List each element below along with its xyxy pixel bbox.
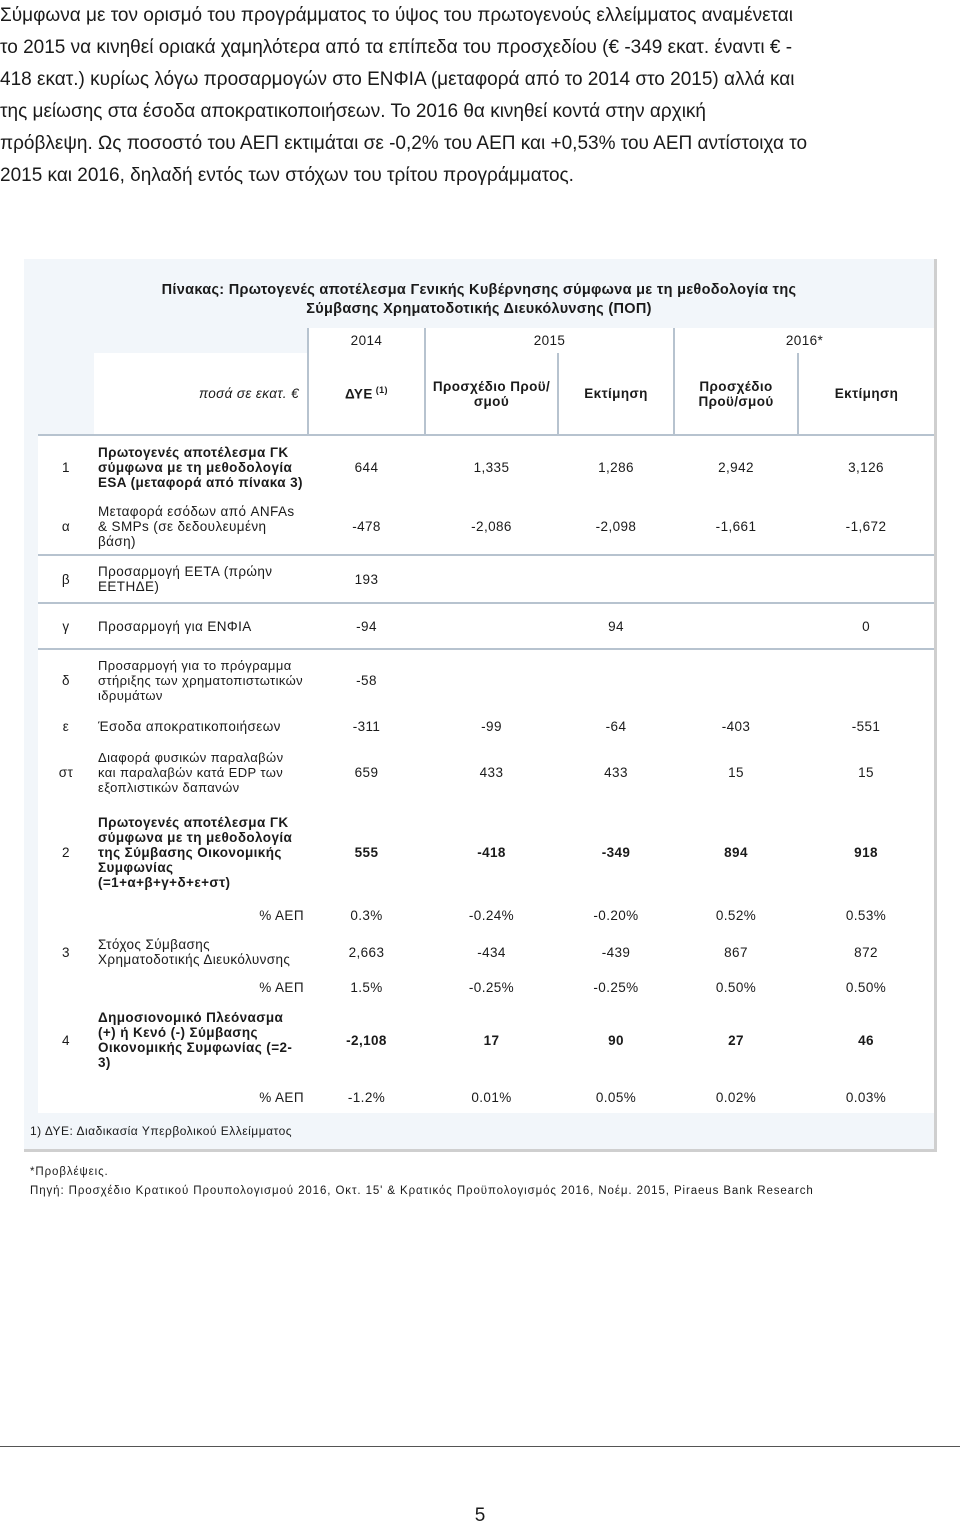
- cell-value: -311: [352, 718, 381, 734]
- cell-value: -403: [721, 718, 751, 734]
- cell-value: 15: [858, 764, 874, 780]
- row-id: ε: [62, 718, 70, 734]
- cell-value: -1.2%: [347, 1089, 386, 1105]
- cell-value: -0.24%: [468, 907, 515, 923]
- cell-value: -2,108: [346, 1032, 387, 1048]
- row-id: στ: [58, 764, 74, 780]
- row-label: % ΑΕΠ: [259, 1089, 304, 1105]
- cell-value: -551: [851, 718, 881, 734]
- cell-value: 433: [604, 764, 628, 780]
- row-label: Πρωτογενές αποτέλεσμα ΓΚ σύμφωνα με τη μεθοδολογία της Σύμβασης Οικονομικής Συμφωνίας (=1+α+β+γ+δ+ε+στ): [98, 814, 293, 890]
- table-title-line: Σύμβασης Χρηματοδοτικής Διευκόλυνσης (ΠΟΠ): [306, 301, 652, 317]
- col-header-estimate-2015: Εκτίμηση: [558, 353, 674, 435]
- page-number: 5: [474, 1505, 486, 1526]
- table-footnote: 1) ΔΥΕ: Διαδικασία Υπερβολικού Ελλείμματος: [30, 1124, 293, 1138]
- cell-value: 15: [728, 764, 744, 780]
- cell-value: -418: [477, 844, 506, 860]
- cell-value: 0.52%: [715, 907, 757, 923]
- table-row: [38, 649, 934, 711]
- table-row-gdp-share: [38, 975, 934, 999]
- table-title-line: Πίνακας: Πρωτογενές αποτέλεσμα Γενικής Κυβέρνησης σύμφωνα με τη μεθοδολογία της: [161, 282, 797, 298]
- intro-line: της μείωσης στα έσοδα αποκρατικοποιήσεων. Το 2016 θα κινηθεί κοντά στην αρχική: [0, 101, 706, 122]
- row-id: δ: [62, 673, 70, 688]
- forecasts-note: *Προβλέψεις.: [30, 1166, 109, 1178]
- table-row: [38, 999, 934, 1081]
- cell-value: [674, 555, 798, 603]
- cell-value: -0.25%: [593, 979, 639, 995]
- cell-value: 27: [728, 1032, 744, 1048]
- cell-value: 0.02%: [715, 1089, 757, 1105]
- intro-line: 2015 και 2016, δηλαδή εντός των στόχων του τρίτου προγράμματος.: [0, 165, 574, 186]
- cell-value: -94: [356, 618, 377, 634]
- cell-value: -1,672: [845, 519, 887, 534]
- table-row: [38, 803, 934, 901]
- cell-value: 644: [354, 460, 379, 475]
- cell-value: -439: [601, 944, 631, 960]
- row-label: Προσαρμογή ΕΕΤΑ (πρώην ΕΕΤΗΔΕ): [98, 564, 273, 594]
- row-id: 1: [62, 460, 70, 475]
- row-label: Προσαρμογή για ΕΝΦΙΑ: [98, 618, 252, 634]
- cell-value: 0.50%: [845, 979, 887, 995]
- row-id: 4: [62, 1032, 70, 1048]
- cell-value: 918: [854, 844, 878, 860]
- source-note: Πηγή: Προσχέδιο Κρατικού Προυπολογισμού 2016, Οκτ. 15' & Κρατικός Προϋπολογισμός 2016, Νοέμ. 2015, Piraeus Bank Research: [30, 1185, 814, 1197]
- col-header-draft-2016: Προσχέδιο Προϋ/σμού: [674, 353, 798, 435]
- footnote-marker: (1): [375, 385, 388, 396]
- table-row: [38, 435, 934, 499]
- cell-value: -0.25%: [468, 979, 515, 995]
- cell-value: -58: [356, 673, 377, 688]
- table-row-gdp-share: [38, 901, 934, 929]
- cell-value: 433: [479, 764, 504, 780]
- col-header-draft-2015: Προσχέδιο Προϋ/σμού: [425, 353, 558, 435]
- row-label: Μεταφορά εσόδων από ANFAs & SMPs (σε δεδουλευμένη βάση): [98, 504, 295, 549]
- page-footer-rule: [0, 1446, 960, 1447]
- intro-line: πρόβλεψη. Ως ποσοστό του ΑΕΠ εκτιμάται σε -0,2% του ΑΕΠ και +0,53% του ΑΕΠ αντίστοιχα το: [0, 133, 808, 154]
- table-row: [38, 929, 934, 975]
- cell-value: 0.3%: [350, 907, 383, 923]
- cell-value: -478: [352, 519, 381, 534]
- year-2016: 2016*: [674, 328, 934, 353]
- cell-value: [558, 649, 674, 711]
- row-label: Πρωτογενές αποτέλεσμα ΓΚ σύμφωνα με τη μεθοδολογία ESA (μεταφορά από πίνακα 3): [98, 445, 303, 490]
- cell-value: 1.5%: [350, 979, 383, 995]
- row-label: Προσαρμογή για το πρόγραμμα στήριξης των χρηματοπιστωτικών ιδρυμάτων: [98, 658, 304, 703]
- cell-value: -0.20%: [593, 907, 639, 923]
- row-label: Διαφορά φυσικών παραλαβών και παραλαβών κατά EDP των εξοπλιστικών δαπανών: [98, 749, 284, 795]
- intro-line: Σύμφωνα με τον ορισμό του προγράμματος το ύψος του πρωτογενούς ελλείμματος αναμένεται: [0, 5, 793, 26]
- cell-value: 894: [724, 844, 748, 860]
- cell-value: [558, 555, 674, 603]
- cell-value: 1,286: [598, 460, 634, 475]
- cell-value: 0: [862, 618, 870, 634]
- table-title: [24, 281, 934, 319]
- cell-value: 193: [354, 571, 379, 587]
- cell-value: 2,942: [718, 460, 754, 475]
- cell-value: -2,086: [471, 519, 512, 534]
- row-label: Δημοσιονομικό Πλεόνασμα (+) ή Κενό (-) Σύμβασης Οικονομικής Συμφωνίας (=2-3): [98, 1010, 293, 1070]
- data-table: [38, 328, 934, 1113]
- cell-value: -434: [477, 944, 506, 960]
- row-label: Έσοδα αποκρατικοποιήσεων: [98, 718, 281, 734]
- cell-value: 872: [854, 944, 878, 960]
- cell-value: -64: [605, 718, 627, 734]
- cell-value: 90: [608, 1032, 624, 1048]
- cell-value: -2,098: [595, 519, 637, 534]
- year-2014: 2014: [308, 328, 425, 353]
- cell-value: 3,126: [848, 460, 884, 475]
- cell-value: 17: [483, 1032, 500, 1048]
- column-header-row: [38, 353, 934, 435]
- cell-value: -1,661: [715, 519, 757, 534]
- col-header-dye-text: ΔΥΕ: [345, 386, 373, 402]
- row-id: 2: [62, 844, 70, 860]
- row-label: Στόχος Σύμβασης Χρηματοδοτικής Διευκόλυνσης: [98, 937, 291, 967]
- cell-value: 94: [608, 618, 624, 634]
- row-label: % ΑΕΠ: [259, 907, 304, 923]
- table-row-gdp-share: [38, 1081, 934, 1113]
- row-id: α: [61, 519, 71, 534]
- cell-value: 0.01%: [471, 1089, 512, 1105]
- cell-value: 46: [858, 1032, 874, 1048]
- cell-value: [674, 603, 798, 649]
- row-id: γ: [62, 618, 70, 634]
- cell-value: -99: [481, 718, 502, 734]
- cell-value: 555: [354, 844, 379, 860]
- cell-value: [798, 649, 934, 711]
- intro-paragraph: [0, 0, 958, 192]
- table-row: [38, 741, 934, 803]
- cell-value: [798, 555, 934, 603]
- primary-balance-table: [24, 259, 934, 1149]
- cell-value: 0.50%: [715, 979, 757, 995]
- cell-value: 2,663: [348, 944, 385, 960]
- cell-value: -349: [601, 844, 631, 860]
- row-label: % ΑΕΠ: [259, 979, 304, 995]
- row-id: β: [61, 571, 71, 587]
- col-header-dye: [308, 353, 425, 435]
- table-row: [38, 603, 934, 649]
- cell-value: [425, 603, 558, 649]
- table-row: [38, 711, 934, 741]
- cell-value: 0.05%: [595, 1089, 637, 1105]
- cell-value: 867: [724, 944, 748, 960]
- intro-line: 418 εκατ.) κυρίως λόγω προσαρμογών στο ΕΝΦΙΑ (μεταφορά από το 2014 στο 2015) αλλά και: [0, 69, 795, 90]
- cell-value: 0.03%: [845, 1089, 887, 1105]
- year-2015: 2015: [425, 328, 674, 353]
- col-header-estimate-2016: Εκτίμηση: [798, 353, 934, 435]
- cell-value: 659: [354, 764, 379, 780]
- intro-line: το 2015 να κινηθεί οριακά χαμηλότερα από τα επίπεδα του προσχεδίου (€ -349 εκατ. έναντι € -: [0, 37, 793, 58]
- table-row: [38, 555, 934, 603]
- year-header-row: [38, 328, 934, 353]
- cell-value: [425, 649, 558, 711]
- units-label: ποσά σε εκατ. €: [94, 353, 308, 435]
- cell-value: [425, 555, 558, 603]
- source-notes: [30, 1163, 814, 1201]
- cell-value: [674, 649, 798, 711]
- cell-value: 1,335: [473, 460, 510, 475]
- cell-value: 0.53%: [845, 907, 887, 923]
- table-row: [38, 499, 934, 555]
- row-id: 3: [62, 944, 70, 960]
